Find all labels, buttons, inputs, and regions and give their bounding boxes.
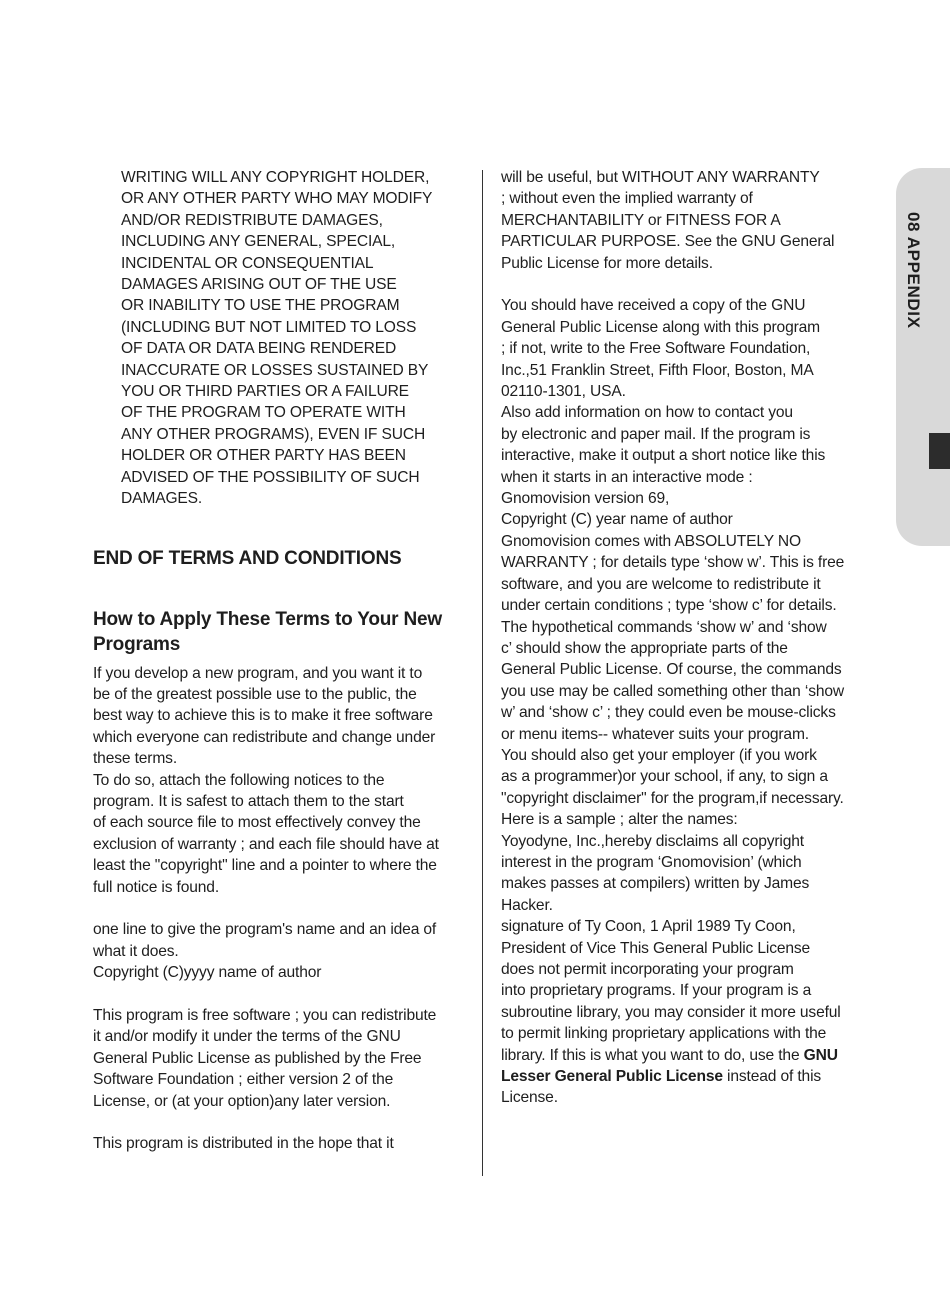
appendix-tab-label: 08 APPENDIX <box>904 212 923 329</box>
lgpl-tail-text: instead of this License. <box>501 1068 822 1107</box>
spacer <box>93 510 473 546</box>
received-copy-paragraph <box>501 295 886 1108</box>
one-line-notice-paragraph: one line to give the program's name and an idea of what it does. Copyright (C)yyyy name of author <box>93 921 437 982</box>
section-marker <box>929 433 950 469</box>
spacer <box>93 984 473 1005</box>
warranty-disclaimer-text: WRITING WILL ANY COPYRIGHT HOLDER, OR ANY OTHER PARTY WHO MAY MODIFY AND/OR REDISTRIBUTE DAMAGES, INCLUDING ANY GENERAL, SPECIAL, INCIDENTAL OR CONSEQUENTIAL DAMAGES ARISING OUT OF THE USE OR INABILITY TO USE THE PROGRAM (INCLUDING BUT NOT LIMITED TO LOSS OF DATA OR DATA BEING RENDERED INACCURATE OR LOSSES SUSTAINED BY YOU OR THIRD PARTIES OR A FAILURE OF THE PROGRAM TO OPERATE WITH ANY OTHER PROGRAMS), EVEN IF SUCH HOLDER OR OTHER PARTY HAS BEEN ADVISED OF THE POSSIBILITY OF SUCH DAMAGES. <box>121 169 433 508</box>
end-of-terms-heading: END OF TERMS AND CONDITIONS <box>93 547 402 569</box>
develop-program-paragraph: If you develop a new program, and you want it to be of the greatest possible use to the public, the best way to achieve this is to make it free software which everyone can redistribute and change under these terms. To do so, attach the following notices to the program. It is safest to attach them to the start of each source file to most effectively convey the exclusion of warranty ; and each file should have at least the "copyright" line and a pointer to where the full notice is found. <box>93 664 439 896</box>
right-column <box>501 167 886 1109</box>
column-divider <box>482 170 483 1176</box>
spacer <box>501 274 886 295</box>
spacer <box>93 1112 473 1133</box>
received-copy-text: You should have received a copy of the GNU General Public License along with this program ; if not, write to the Free Software Foundation, Inc.,51 Franklin Street, Fifth Floor, Boston, MA 02110-1301, USA. Also add information on how to contact you by electronic and paper mail. If the program is interactive, make it output a short notice like this when it starts in an interactive mode : Gnomovision version 69, Copyright (C) year name of author Gnomovision comes with ABSOLUTELY NO WARRANTY ; for details type ‘show w’. This is free software, and you are welcome to redistribute it under certain conditions ; type ‘show c’ for details. The hypothetical commands ‘show w’ and ‘show c’ should show the appropriate parts of the General Public License. Of course, the commands you use may be called something other than ‘show w’ and ‘show c’ ; they could even be mouse-clicks or menu items-- whatever suits your program. You should also get your employer (if you work as a programmer)or your school, if any, to sign a "copyright disclaimer" for the program,if necessary. Here is a sample ; alter the names: Yoyodyne, Inc.,hereby disclaims all copyright interest in the program ‘Gnomovision’ (which makes passes at compilers) written by James Hacker. signature of Ty Coon, 1 April 1989 Ty Coon, President of Vice This General Public License does not permit incorporating your program into proprietary programs. If your program is a subroutine library, you may consider it more useful to permit linking proprietary applications with the library. If this is what you want to do, use the <box>501 297 845 1064</box>
spacer <box>93 898 473 919</box>
left-column <box>93 167 473 1155</box>
how-to-apply-heading: How to Apply These Terms to Your New Programs <box>93 608 442 655</box>
useful-warranty-paragraph: will be useful, but WITHOUT ANY WARRANTY ; without even the implied warranty of MERCHANTABILITY or FITNESS FOR A PARTICULAR PURPOSE. See the GNU General Public License for more details. <box>501 169 835 272</box>
spacer <box>93 571 473 607</box>
free-software-paragraph: This program is free software ; you can redistribute it and/or modify it under the terms of the GNU General Public License as published by the Free Software Foundation ; either version 2 of the License, or (at your option)any later version. <box>93 1006 437 1110</box>
distributed-hope-paragraph: This program is distributed in the hope that it <box>93 1135 394 1153</box>
lgpl-name: GNU Lesser General Public License <box>501 1046 838 1086</box>
